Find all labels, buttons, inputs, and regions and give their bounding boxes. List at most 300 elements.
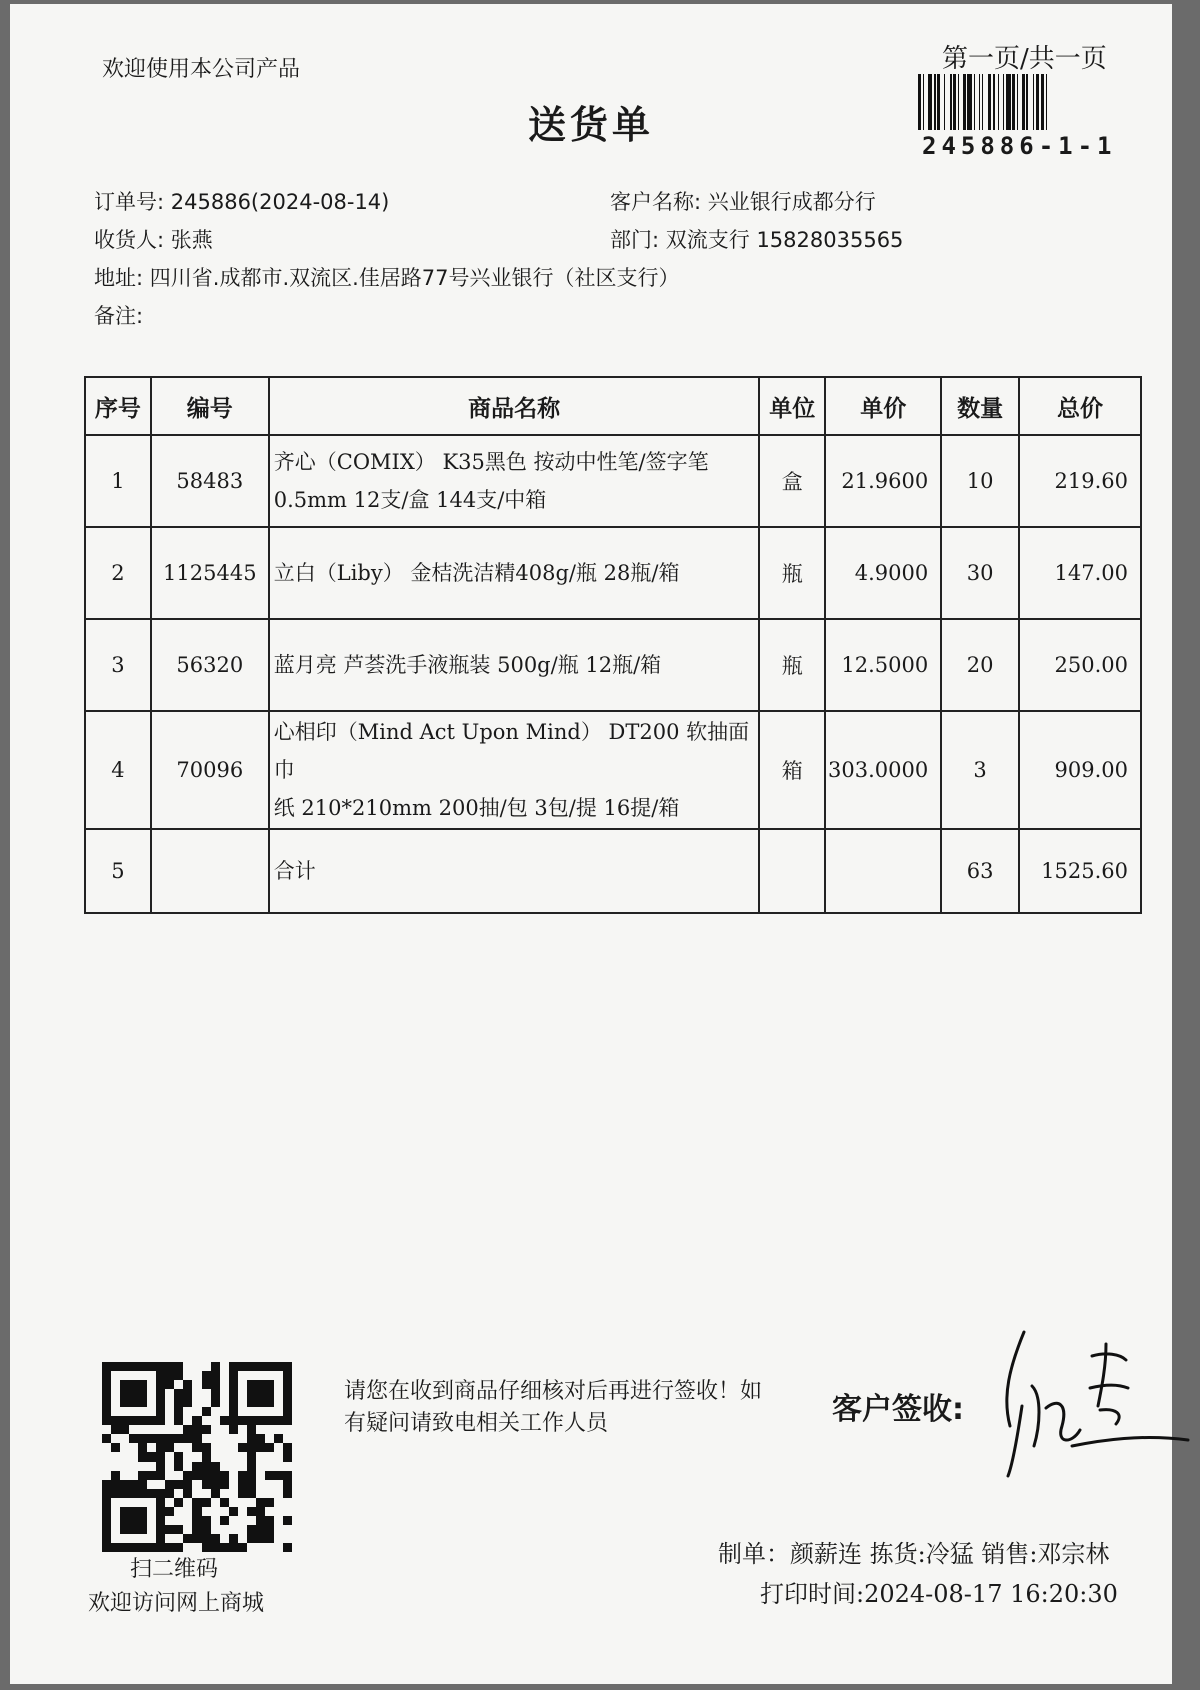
qr-module bbox=[265, 1443, 274, 1452]
qr-module bbox=[229, 1452, 238, 1461]
qr-module bbox=[220, 1516, 229, 1525]
qr-module bbox=[265, 1534, 274, 1543]
qr-module bbox=[274, 1452, 283, 1461]
qr-module bbox=[147, 1452, 156, 1461]
row-code: 58483 bbox=[151, 435, 269, 527]
qr-module bbox=[138, 1389, 147, 1398]
qr-module bbox=[120, 1398, 129, 1407]
print-time: 打印时间:2024-08-17 16:20:30 bbox=[760, 1580, 1118, 1608]
row-unit: 瓶 bbox=[759, 619, 825, 711]
qr-module bbox=[247, 1407, 256, 1416]
qr-module bbox=[183, 1489, 192, 1498]
qr-module bbox=[111, 1389, 120, 1398]
customer-name-label: 客户名称: bbox=[610, 190, 702, 214]
qr-module bbox=[247, 1389, 256, 1398]
qr-module bbox=[174, 1425, 183, 1434]
qr-module bbox=[120, 1371, 129, 1380]
qr-module bbox=[265, 1389, 274, 1398]
qr-module bbox=[102, 1480, 111, 1489]
qr-module bbox=[183, 1407, 192, 1416]
row-code: 56320 bbox=[151, 619, 269, 711]
qr-module bbox=[202, 1471, 211, 1480]
row-quantity: 30 bbox=[941, 527, 1019, 619]
qr-module bbox=[274, 1507, 283, 1516]
qr-module bbox=[147, 1425, 156, 1434]
qr-module bbox=[174, 1489, 183, 1498]
qr-module bbox=[247, 1507, 256, 1516]
customer-sign-label: 客户签收: bbox=[832, 1392, 964, 1427]
qr-module bbox=[156, 1498, 165, 1507]
qr-module bbox=[102, 1543, 111, 1552]
qr-module bbox=[192, 1516, 201, 1525]
qr-module bbox=[265, 1489, 274, 1498]
qr-module bbox=[247, 1362, 256, 1371]
qr-module bbox=[138, 1434, 147, 1443]
qr-module bbox=[229, 1471, 238, 1480]
qr-module bbox=[283, 1543, 292, 1552]
qr-module bbox=[220, 1525, 229, 1534]
qr-module bbox=[202, 1416, 211, 1425]
receiver-label: 收货人: bbox=[94, 228, 165, 252]
qr-module bbox=[102, 1471, 111, 1480]
qr-module bbox=[274, 1371, 283, 1380]
qr-module bbox=[120, 1516, 129, 1525]
qr-module bbox=[192, 1525, 201, 1534]
qr-module bbox=[183, 1398, 192, 1407]
qr-module bbox=[156, 1534, 165, 1543]
qr-module bbox=[111, 1371, 120, 1380]
qr-module bbox=[238, 1489, 247, 1498]
row-unit-price: 303.0000 bbox=[825, 711, 941, 829]
qr-module bbox=[183, 1543, 192, 1552]
qr-module bbox=[211, 1443, 220, 1452]
qr-module bbox=[192, 1425, 201, 1434]
qr-module bbox=[220, 1434, 229, 1443]
qr-module bbox=[238, 1534, 247, 1543]
qr-module bbox=[247, 1425, 256, 1434]
address-label: 地址: bbox=[94, 266, 144, 290]
qr-module bbox=[147, 1498, 156, 1507]
qr-module bbox=[238, 1480, 247, 1489]
qr-module bbox=[229, 1425, 238, 1434]
qr-module bbox=[165, 1416, 174, 1425]
qr-module bbox=[120, 1443, 129, 1452]
qr-module bbox=[102, 1462, 111, 1471]
row-product-name bbox=[269, 711, 760, 829]
qr-module bbox=[283, 1380, 292, 1389]
qr-module bbox=[202, 1480, 211, 1489]
qr-module bbox=[183, 1452, 192, 1461]
qr-module bbox=[211, 1389, 220, 1398]
qr-module bbox=[238, 1398, 247, 1407]
qr-module bbox=[102, 1489, 111, 1498]
qr-module bbox=[138, 1525, 147, 1534]
qr-module bbox=[129, 1462, 138, 1471]
qr-module bbox=[229, 1489, 238, 1498]
qr-module bbox=[283, 1462, 292, 1471]
qr-module bbox=[120, 1416, 129, 1425]
row-seq: 3 bbox=[85, 619, 151, 711]
product-name-line: 蓝月亮 芦荟洗手液瓶装 500g/瓶 12瓶/箱 bbox=[273, 653, 662, 677]
qr-module bbox=[220, 1462, 229, 1471]
qr-module bbox=[165, 1471, 174, 1480]
qr-module bbox=[265, 1516, 274, 1525]
header-quantity: 数量 bbox=[941, 377, 1019, 435]
qr-module bbox=[220, 1507, 229, 1516]
qr-module bbox=[202, 1407, 211, 1416]
qr-module bbox=[147, 1507, 156, 1516]
qr-module bbox=[129, 1471, 138, 1480]
qr-module bbox=[174, 1471, 183, 1480]
qr-module bbox=[229, 1380, 238, 1389]
qr-module bbox=[102, 1416, 111, 1425]
address-value: 四川省.成都市.双流区.佳居路77号兴业银行（社区支行） bbox=[149, 266, 680, 290]
qr-module bbox=[120, 1362, 129, 1371]
qr-module bbox=[102, 1434, 111, 1443]
qr-module bbox=[283, 1471, 292, 1480]
qr-module bbox=[111, 1498, 120, 1507]
qr-module bbox=[174, 1407, 183, 1416]
qr-module bbox=[120, 1471, 129, 1480]
verification-notice: 请您在收到商品仔细核对后再进行签收！如有疑问请致电相关工作人员 bbox=[344, 1379, 763, 1436]
qr-module bbox=[229, 1498, 238, 1507]
qr-module bbox=[102, 1534, 111, 1543]
qr-module bbox=[211, 1471, 220, 1480]
qr-module bbox=[111, 1398, 120, 1407]
qr-module bbox=[211, 1525, 220, 1534]
qr-module bbox=[192, 1434, 201, 1443]
qr-module bbox=[129, 1452, 138, 1461]
qr-module bbox=[192, 1462, 201, 1471]
qr-module bbox=[156, 1516, 165, 1525]
qr-module bbox=[165, 1489, 174, 1498]
qr-module bbox=[238, 1471, 247, 1480]
qr-module bbox=[111, 1380, 120, 1389]
qr-module bbox=[274, 1389, 283, 1398]
qr-module bbox=[183, 1443, 192, 1452]
qr-module bbox=[283, 1452, 292, 1461]
page-info: 第一页/共一页 bbox=[942, 44, 1107, 74]
row-unit-price: 21.9600 bbox=[825, 435, 941, 527]
qr-module bbox=[202, 1362, 211, 1371]
qr-module bbox=[174, 1498, 183, 1507]
items-table bbox=[84, 376, 1142, 914]
qr-module bbox=[129, 1407, 138, 1416]
qr-module bbox=[138, 1398, 147, 1407]
qr-module bbox=[183, 1389, 192, 1398]
qr-module bbox=[283, 1507, 292, 1516]
qr-module bbox=[220, 1389, 229, 1398]
qr-module bbox=[165, 1525, 174, 1534]
qr-module bbox=[229, 1443, 238, 1452]
qr-module bbox=[283, 1407, 292, 1416]
qr-module bbox=[138, 1516, 147, 1525]
qr-module bbox=[111, 1452, 120, 1461]
qr-module bbox=[265, 1434, 274, 1443]
qr-module bbox=[256, 1443, 265, 1452]
qr-module bbox=[256, 1434, 265, 1443]
qr-module bbox=[183, 1425, 192, 1434]
qr-module bbox=[238, 1452, 247, 1461]
qr-module bbox=[265, 1543, 274, 1552]
qr-module bbox=[247, 1462, 256, 1471]
product-name-line: 心相印（Mind Act Upon Mind） DT200 软抽面巾 bbox=[273, 720, 750, 782]
qr-module bbox=[229, 1480, 238, 1489]
qr-module bbox=[156, 1462, 165, 1471]
qr-module bbox=[165, 1425, 174, 1434]
qr-module bbox=[220, 1362, 229, 1371]
qr-module bbox=[174, 1416, 183, 1425]
handwritten-signature bbox=[1002, 1326, 1192, 1486]
qr-module bbox=[165, 1398, 174, 1407]
qr-module bbox=[192, 1480, 201, 1489]
total-row bbox=[85, 829, 1141, 913]
order-number-field bbox=[94, 186, 389, 216]
qr-module bbox=[211, 1398, 220, 1407]
qr-module bbox=[174, 1362, 183, 1371]
qr-module bbox=[174, 1507, 183, 1516]
qr-module bbox=[274, 1534, 283, 1543]
qr-module bbox=[174, 1443, 183, 1452]
qr-module bbox=[202, 1425, 211, 1434]
qr-module bbox=[274, 1462, 283, 1471]
qr-module bbox=[156, 1416, 165, 1425]
qr-module bbox=[202, 1507, 211, 1516]
qr-module bbox=[192, 1534, 201, 1543]
document-title: 送货单 bbox=[527, 103, 654, 147]
qr-module bbox=[156, 1471, 165, 1480]
qr-module bbox=[211, 1462, 220, 1471]
row-unit: 箱 bbox=[759, 711, 825, 829]
qr-module bbox=[274, 1498, 283, 1507]
qr-module bbox=[165, 1498, 174, 1507]
qr-module bbox=[283, 1371, 292, 1380]
staff-line: 制单：颜薪连 拣货:冷猛 销售:邓宗林 bbox=[718, 1540, 1110, 1568]
qr-module bbox=[247, 1498, 256, 1507]
qr-module bbox=[156, 1434, 165, 1443]
qr-module bbox=[229, 1407, 238, 1416]
total-amount: 1525.60 bbox=[1019, 829, 1141, 913]
qr-module bbox=[129, 1434, 138, 1443]
customer-name-value: 兴业银行成都分行 bbox=[707, 190, 876, 214]
qr-module bbox=[265, 1362, 274, 1371]
qr-module bbox=[156, 1407, 165, 1416]
qr-module bbox=[265, 1480, 274, 1489]
qr-module bbox=[220, 1543, 229, 1552]
qr-module bbox=[283, 1525, 292, 1534]
row-seq: 1 bbox=[85, 435, 151, 527]
qr-module bbox=[111, 1516, 120, 1525]
qr-module bbox=[283, 1516, 292, 1525]
qr-module bbox=[265, 1380, 274, 1389]
qr-module bbox=[192, 1407, 201, 1416]
qr-module bbox=[111, 1425, 120, 1434]
qr-module bbox=[211, 1362, 220, 1371]
product-name-line: 立白（Liby） 金桔洗洁精408g/瓶 28瓶/箱 bbox=[273, 561, 680, 585]
qr-module bbox=[211, 1416, 220, 1425]
qr-module bbox=[183, 1525, 192, 1534]
qr-module bbox=[102, 1516, 111, 1525]
qr-module bbox=[183, 1371, 192, 1380]
qr-module bbox=[211, 1480, 220, 1489]
qr-code-icon[interactable] bbox=[102, 1362, 292, 1552]
qr-module bbox=[229, 1398, 238, 1407]
qr-module bbox=[265, 1371, 274, 1380]
qr-module bbox=[111, 1416, 120, 1425]
qr-module bbox=[265, 1398, 274, 1407]
qr-module bbox=[102, 1389, 111, 1398]
qr-module bbox=[238, 1443, 247, 1452]
qr-module bbox=[256, 1534, 265, 1543]
qr-module bbox=[165, 1516, 174, 1525]
table-row bbox=[85, 435, 1141, 527]
barcode-number: 245886-1-1 bbox=[922, 132, 1117, 160]
qr-module bbox=[192, 1471, 201, 1480]
qr-module bbox=[129, 1525, 138, 1534]
row-total-price: 909.00 bbox=[1019, 711, 1141, 829]
qr-module bbox=[283, 1389, 292, 1398]
table-row bbox=[85, 527, 1141, 619]
qr-module bbox=[138, 1534, 147, 1543]
qr-module bbox=[183, 1480, 192, 1489]
qr-module bbox=[238, 1407, 247, 1416]
row-quantity: 3 bbox=[941, 711, 1019, 829]
qr-module bbox=[192, 1543, 201, 1552]
qr-module bbox=[120, 1498, 129, 1507]
qr-module bbox=[156, 1525, 165, 1534]
qr-module bbox=[202, 1452, 211, 1461]
qr-module bbox=[165, 1443, 174, 1452]
qr-module bbox=[283, 1498, 292, 1507]
qr-module bbox=[220, 1407, 229, 1416]
qr-module bbox=[265, 1416, 274, 1425]
qr-module bbox=[256, 1507, 265, 1516]
qr-module bbox=[238, 1425, 247, 1434]
qr-module bbox=[183, 1416, 192, 1425]
qr-module bbox=[174, 1389, 183, 1398]
row-product-name bbox=[269, 435, 760, 527]
qr-module bbox=[202, 1443, 211, 1452]
qr-module bbox=[129, 1389, 138, 1398]
qr-module bbox=[192, 1507, 201, 1516]
qr-module bbox=[183, 1471, 192, 1480]
qr-module bbox=[220, 1380, 229, 1389]
qr-module bbox=[156, 1543, 165, 1552]
qr-module bbox=[202, 1380, 211, 1389]
row-total-price: 250.00 bbox=[1019, 619, 1141, 711]
qr-module bbox=[174, 1380, 183, 1389]
qr-module bbox=[147, 1407, 156, 1416]
qr-module bbox=[274, 1489, 283, 1498]
qr-module bbox=[183, 1516, 192, 1525]
qr-module bbox=[256, 1407, 265, 1416]
qr-module bbox=[147, 1534, 156, 1543]
qr-module bbox=[111, 1443, 120, 1452]
qr-module bbox=[174, 1398, 183, 1407]
qr-module bbox=[129, 1416, 138, 1425]
qr-module bbox=[165, 1389, 174, 1398]
qr-module bbox=[111, 1407, 120, 1416]
qr-module bbox=[147, 1471, 156, 1480]
table-row bbox=[85, 711, 1141, 829]
qr-module bbox=[111, 1525, 120, 1534]
qr-module bbox=[256, 1416, 265, 1425]
qr-module bbox=[238, 1434, 247, 1443]
qr-module bbox=[102, 1425, 111, 1434]
qr-module bbox=[192, 1416, 201, 1425]
qr-module bbox=[111, 1434, 120, 1443]
qr-module bbox=[138, 1489, 147, 1498]
qr-module bbox=[211, 1425, 220, 1434]
qr-module bbox=[111, 1543, 120, 1552]
qr-module bbox=[165, 1434, 174, 1443]
qr-module bbox=[120, 1534, 129, 1543]
qr-module bbox=[247, 1480, 256, 1489]
row-total-price: 147.00 bbox=[1019, 527, 1141, 619]
qr-module bbox=[220, 1416, 229, 1425]
qr-module bbox=[283, 1362, 292, 1371]
qr-module bbox=[192, 1443, 201, 1452]
product-name-line: 纸 210*210mm 200抽/包 3包/提 16提/箱 bbox=[273, 796, 680, 820]
qr-module bbox=[102, 1498, 111, 1507]
qr-module bbox=[238, 1507, 247, 1516]
row-unit: 盒 bbox=[759, 435, 825, 527]
qr-module bbox=[247, 1489, 256, 1498]
qr-module bbox=[247, 1471, 256, 1480]
department-field bbox=[610, 224, 903, 254]
qr-module bbox=[147, 1389, 156, 1398]
product-name-line: 0.5mm 12支/盒 144支/中箱 bbox=[273, 488, 547, 512]
qr-module bbox=[147, 1362, 156, 1371]
total-unit-empty bbox=[759, 829, 825, 913]
header-product-name: 商品名称 bbox=[269, 377, 760, 435]
qr-module bbox=[229, 1389, 238, 1398]
qr-module bbox=[274, 1525, 283, 1534]
qr-module bbox=[192, 1398, 201, 1407]
qr-module bbox=[247, 1371, 256, 1380]
qr-module bbox=[256, 1543, 265, 1552]
qr-module bbox=[238, 1543, 247, 1552]
qr-module bbox=[211, 1380, 220, 1389]
qr-module bbox=[183, 1507, 192, 1516]
qr-module bbox=[247, 1416, 256, 1425]
qr-module bbox=[156, 1371, 165, 1380]
qr-module bbox=[265, 1471, 274, 1480]
qr-module bbox=[283, 1434, 292, 1443]
row-product-name bbox=[269, 619, 760, 711]
department-value: 双流支行 15828035565 bbox=[665, 228, 904, 252]
qr-module bbox=[147, 1525, 156, 1534]
qr-module bbox=[220, 1443, 229, 1452]
qr-module bbox=[265, 1525, 274, 1534]
total-price-empty bbox=[825, 829, 941, 913]
qr-module bbox=[102, 1362, 111, 1371]
qr-module bbox=[202, 1398, 211, 1407]
qr-module bbox=[102, 1525, 111, 1534]
qr-module bbox=[120, 1425, 129, 1434]
row-quantity: 20 bbox=[941, 619, 1019, 711]
qr-module bbox=[247, 1434, 256, 1443]
qr-module bbox=[247, 1398, 256, 1407]
qr-module bbox=[129, 1380, 138, 1389]
qr-module bbox=[274, 1425, 283, 1434]
total-code-empty bbox=[151, 829, 269, 913]
qr-module bbox=[211, 1543, 220, 1552]
qr-module bbox=[165, 1543, 174, 1552]
qr-module bbox=[265, 1498, 274, 1507]
qr-module bbox=[202, 1534, 211, 1543]
qr-module bbox=[129, 1443, 138, 1452]
